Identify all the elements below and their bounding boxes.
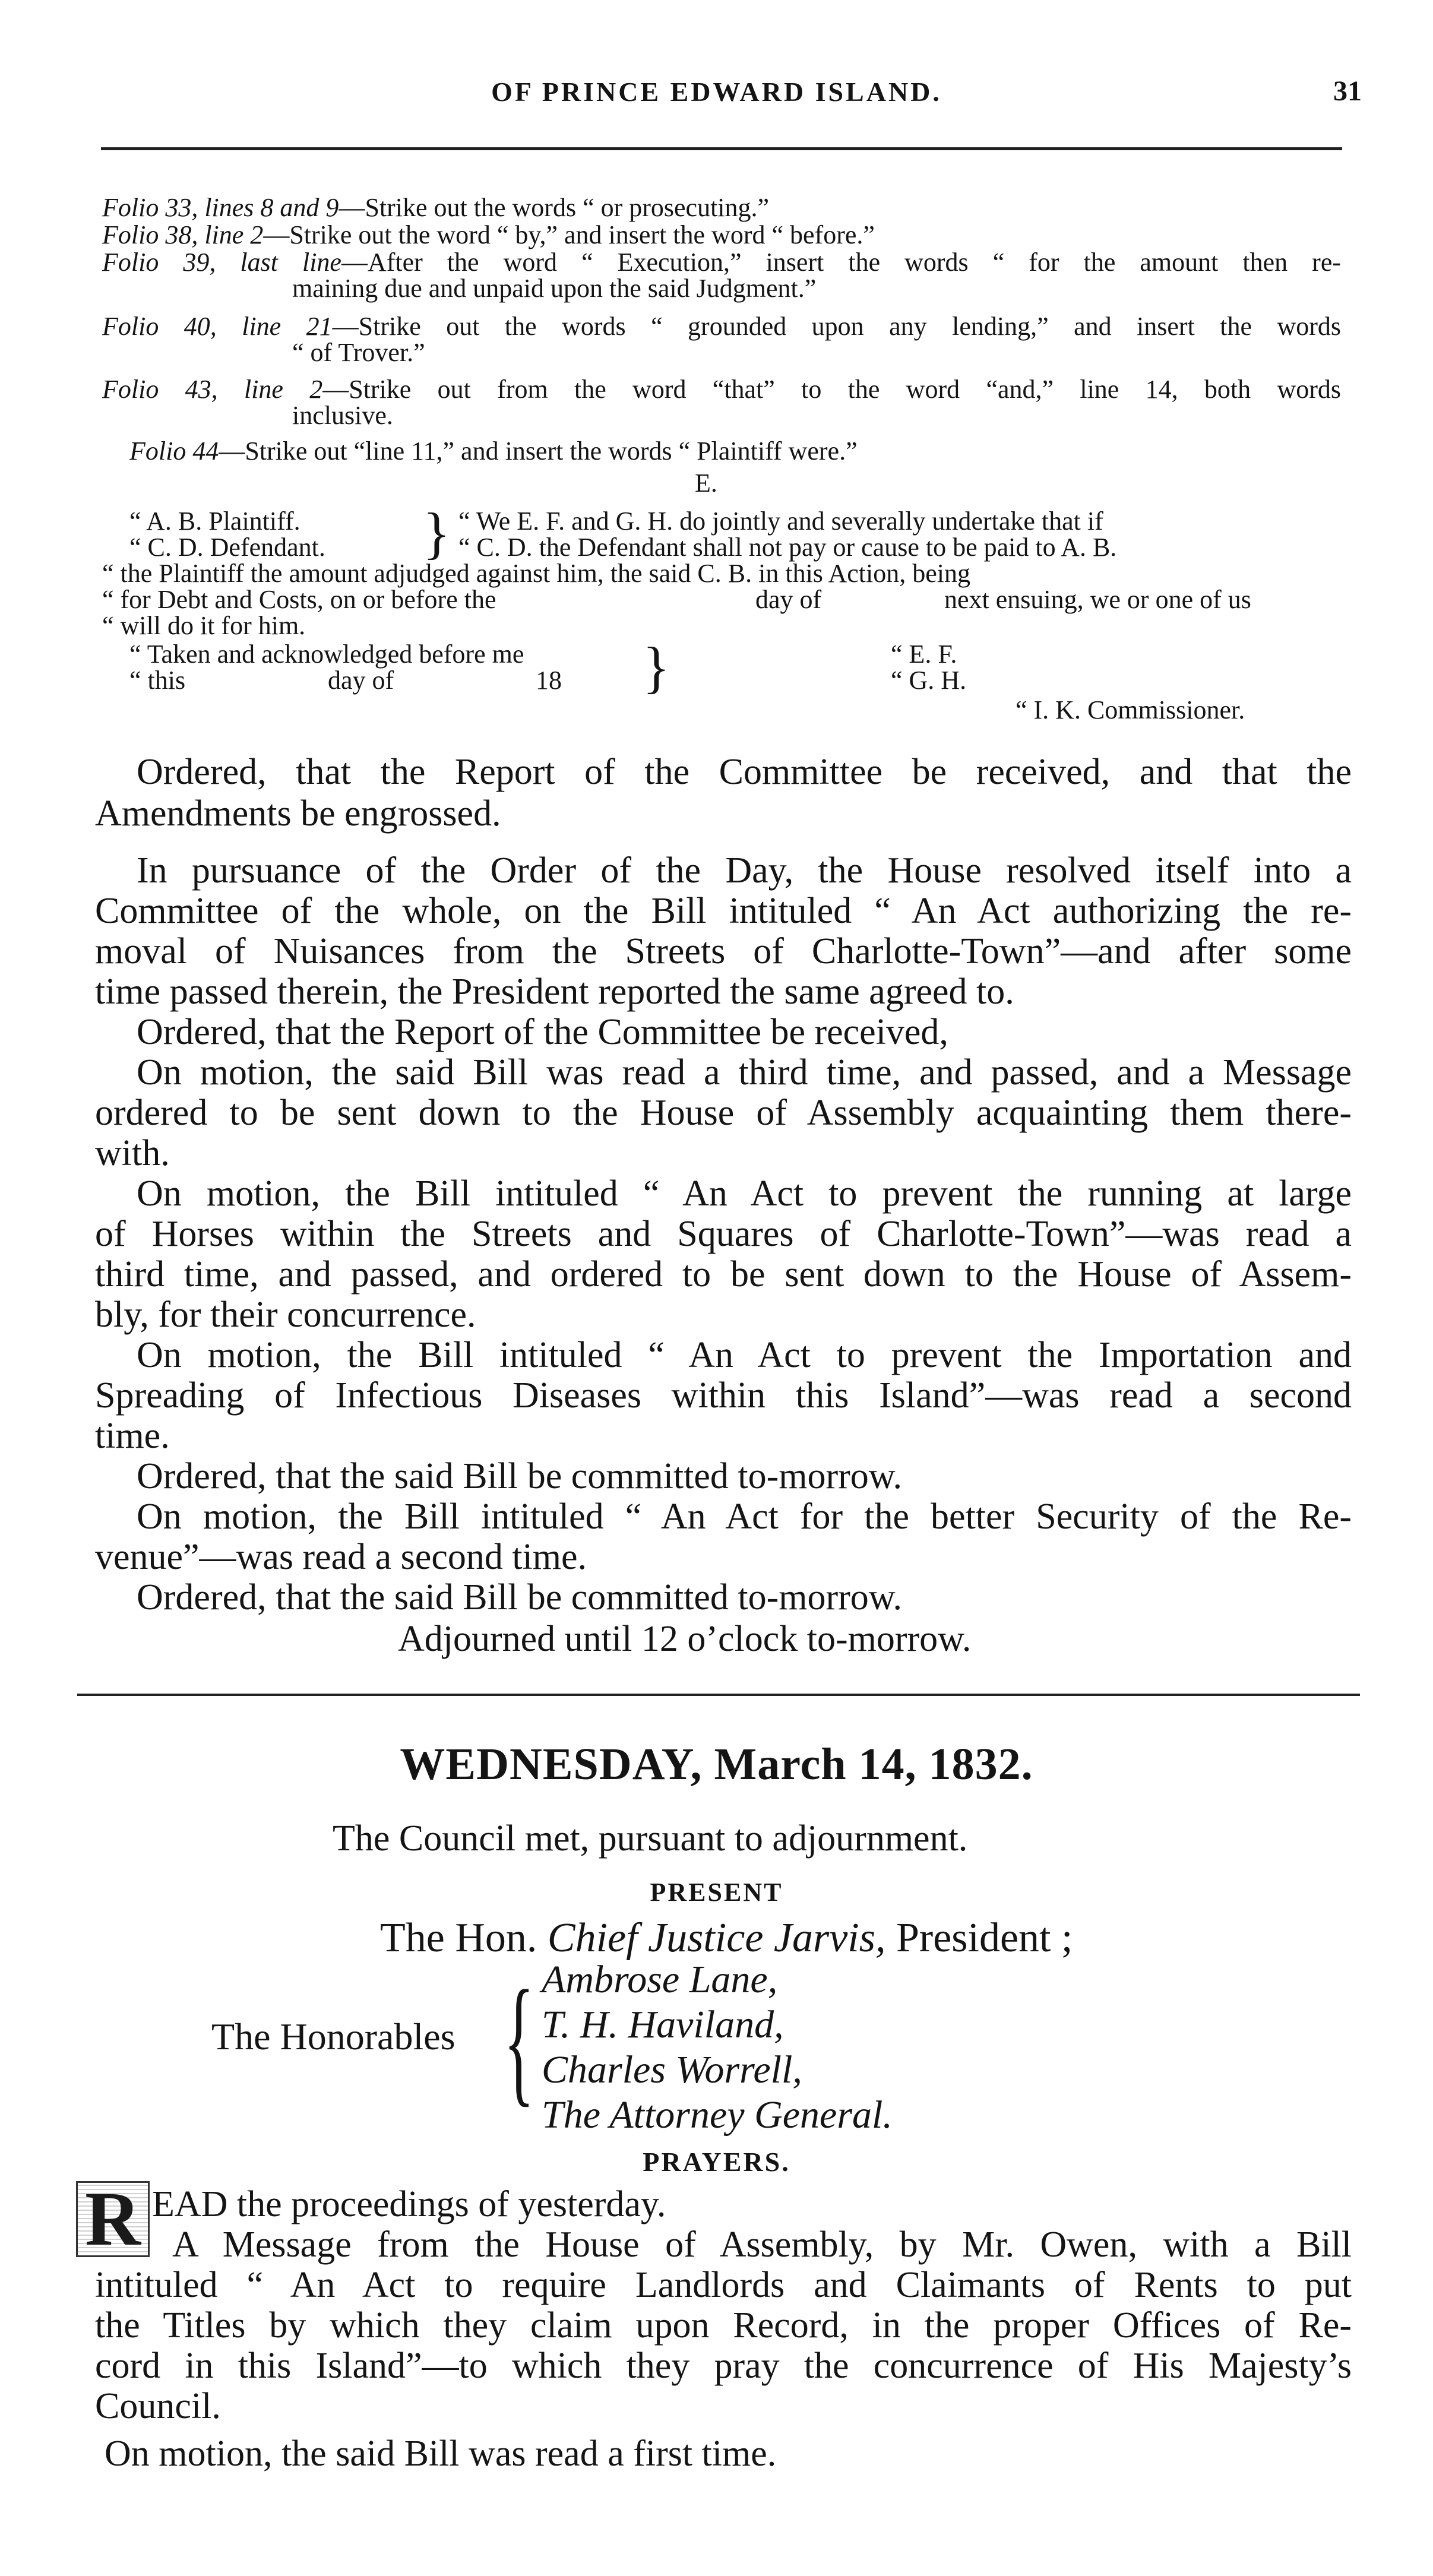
form-line: next ensuing, we or one of us xyxy=(944,585,1251,614)
proceedings-line: On motion, the said Bill was read a third time, and passed, and a Message xyxy=(137,1052,1352,1093)
header-rule xyxy=(101,147,1342,150)
running-header xyxy=(0,71,1433,125)
form-signature: “ E. F. xyxy=(891,640,957,669)
proceedings-line: Ordered, that the Report of the Committee be received, xyxy=(137,1012,948,1052)
form-signature: “ G. H. xyxy=(891,666,967,695)
closing-line: cord in this Island”—to which they pray the concurrence of His Majesty’s xyxy=(95,2346,1352,2386)
form-plaintiff: “ A. B. Plaintiff. xyxy=(129,507,300,536)
form-line: “ the Plaintiff the amount adjudged against him, the said C. B. in this Action, being xyxy=(102,559,970,588)
proceedings-line: Ordered, that the said Bill be committed to-morrow. xyxy=(137,1456,903,1496)
proceedings-line: On motion, the Bill intituled “ An Act for the better Security of the Re- xyxy=(137,1496,1352,1537)
proceedings-line: moval of Nuisances from the Streets of Charlotte-Town”—and after some xyxy=(95,931,1352,971)
president-title: President ; xyxy=(896,1915,1073,1961)
form-this: “ this xyxy=(129,666,186,695)
member-name: Charles Worrell, xyxy=(542,2048,802,2091)
hon-label: The Hon. xyxy=(380,1915,537,1961)
amendment-folio: Folio 43, xyxy=(102,375,218,404)
present-label: PRESENT xyxy=(650,1878,783,1907)
honorables-label: The Honorables xyxy=(211,2015,455,2058)
amendment-ref: last line xyxy=(216,248,341,277)
proceedings-line: of Horses within the Streets and Squares of Charlotte-Town”—was read a xyxy=(95,1214,1352,1254)
amendment-line xyxy=(102,375,1342,404)
form-line: “ We E. F. and G. H. do jointly and severally undertake that if xyxy=(458,507,1103,536)
amendment-line xyxy=(102,220,1337,249)
amendment-ref: line 2 xyxy=(198,220,264,249)
amendment-folio: Folio 38, xyxy=(102,220,198,249)
form-line: “ will do it for him. xyxy=(102,611,306,640)
member-name: Ambrose Lane, xyxy=(542,1958,778,2001)
amendment-text: —After the word “ Execution,” insert the words “ for the amount then re- xyxy=(341,248,1341,277)
amendment-continuation: maining due and unpaid upon the said Judgment.” xyxy=(292,274,817,303)
council-met: The Council met, pursuant to adjournment. xyxy=(333,1818,968,1859)
form-taken: “ Taken and acknowledged before me xyxy=(129,640,524,669)
amendment-continuation: inclusive. xyxy=(292,401,393,430)
amendment-line xyxy=(102,248,1341,277)
amendment-ref: lines 8 and 9 xyxy=(198,193,339,222)
proceedings-line: time. xyxy=(95,1416,170,1456)
proceedings-line: bly, for their concurrence. xyxy=(95,1295,476,1335)
amendment-ref: line 2 xyxy=(217,375,323,404)
closing-line: A Message from the House of Assembly, by Mr. Owen, with a Bill xyxy=(172,2224,1352,2265)
proceedings-line: On motion, the Bill intituled “ An Act to prevent the running at large xyxy=(137,1173,1352,1214)
amendment-text: —Strike out the words “ grounded upon any lending,” and insert the words xyxy=(332,312,1341,341)
proceedings-line: Committee of the whole, on the Bill intituled “ An Act authorizing the re- xyxy=(95,891,1352,931)
amendment-folio: Folio 44 xyxy=(129,436,219,466)
form-line: “ C. D. the Defendant shall not pay or cause to be paid to A. B. xyxy=(458,533,1117,562)
amendment-text: —Strike out from the word “that” to the word “and,” line 14, both words xyxy=(322,375,1342,404)
president-line xyxy=(380,1916,1073,1961)
proceedings-line: On motion, the Bill intituled “ An Act to prevent the Importation and xyxy=(137,1335,1352,1375)
form-brace: } xyxy=(643,635,670,699)
proceedings-line: time passed therein, the President reported the same agreed to. xyxy=(95,971,1014,1012)
amendment-folio: Folio 39, xyxy=(102,248,216,277)
amendment-line xyxy=(102,312,1341,341)
form-year: 18 xyxy=(536,666,562,695)
member-name: The Attorney General. xyxy=(542,2093,893,2137)
closing-line: the Titles by which they claim upon Record, in the proper Offices of Re- xyxy=(95,2305,1352,2346)
members-brace: { xyxy=(504,1961,534,2119)
form-day-of: day of xyxy=(328,666,394,695)
amendment-text: —Strike out “line 11,” and insert the words “ Plaintiff were.” xyxy=(219,436,858,466)
amendment-ref: line 21 xyxy=(216,312,333,341)
chief-justice-name: Chief Justice Jarvis, xyxy=(547,1915,886,1961)
amendment-folio: Folio 40, xyxy=(102,312,217,341)
proceedings-line: Amendments be engrossed. xyxy=(95,793,501,834)
proceedings-line: In pursuance of the Order of the Day, the House resolved itself into a xyxy=(137,850,1352,891)
closing-line: Council. xyxy=(95,2386,221,2426)
proceedings-line: venue”—was read a second time. xyxy=(95,1537,587,1577)
proceedings-line: Spreading of Infectious Diseases within this Island”—was read a second xyxy=(95,1375,1352,1416)
form-letter: E. xyxy=(695,469,717,498)
proceedings-line: ordered to be sent down to the House of Assembly acquainting them there- xyxy=(95,1093,1352,1133)
form-defendant: “ C. D. Defendant. xyxy=(129,533,325,562)
proceedings-line: third time, and passed, and ordered to be sent down to the House of Assem- xyxy=(95,1254,1352,1295)
amendment-folio: Folio 33, xyxy=(102,193,198,222)
form-line: “ for Debt and Costs, on or before the xyxy=(102,585,496,614)
running-title: OF PRINCE EDWARD ISLAND. xyxy=(491,77,942,107)
amendment-text: —Strike out the word “ by,” and insert the word “ before.” xyxy=(263,220,875,249)
date-heading: WEDNESDAY, March 14, 1832. xyxy=(400,1739,1033,1789)
form-commissioner: “ I. K. Commissioner. xyxy=(1016,695,1245,724)
proceedings-line: with. xyxy=(95,1133,170,1173)
amendment-text: —Strike out the words “ or prosecuting.” xyxy=(339,193,770,222)
adjourned-line: Adjourned until 12 o’clock to-morrow. xyxy=(398,1619,972,1659)
page-number: 31 xyxy=(1333,75,1362,107)
closing-line: intituled “ An Act to require Landlords and Claimants of Rents to put xyxy=(95,2265,1352,2305)
prayers-label: PRAYERS. xyxy=(643,2147,790,2177)
closing-line: EAD the proceedings of yesterday. xyxy=(152,2184,666,2224)
closing-line: On motion, the said Bill was read a first time. xyxy=(105,2433,777,2474)
proceedings-line: Ordered, that the Report of the Committee be received, and that the xyxy=(137,752,1352,792)
amendment-continuation: “ of Trover.” xyxy=(292,338,425,367)
section-rule xyxy=(77,1694,1360,1696)
amendment-line xyxy=(102,193,1337,222)
member-name: T. H. Haviland, xyxy=(542,2003,784,2046)
amendment-line xyxy=(129,436,858,466)
form-brace: } xyxy=(423,501,451,565)
form-line: day of xyxy=(755,585,822,614)
drop-cap: R xyxy=(76,2181,150,2257)
proceedings-line: Ordered, that the said Bill be committed to-morrow. xyxy=(137,1577,903,1618)
